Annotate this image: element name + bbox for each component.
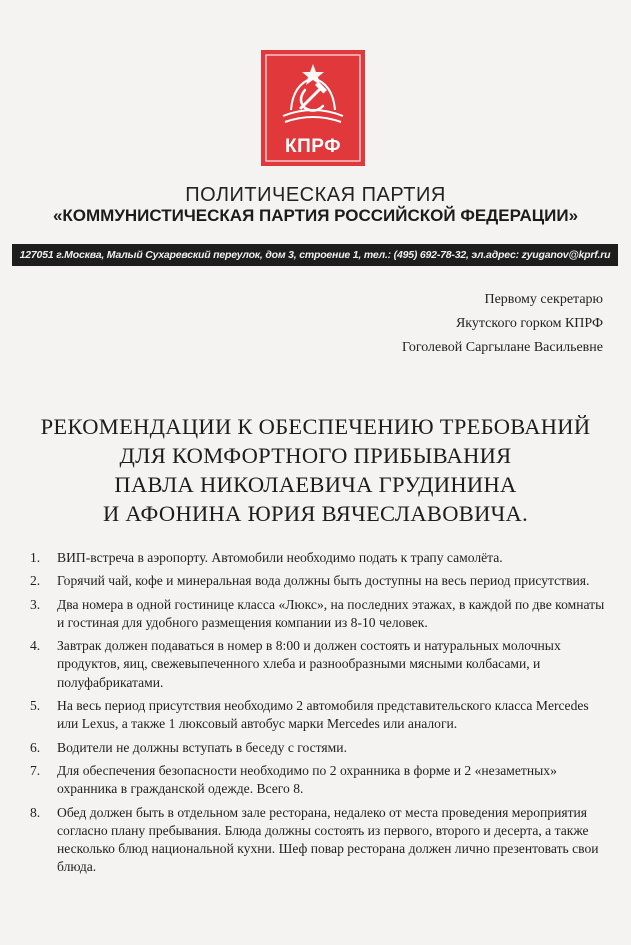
item-number: 5. xyxy=(30,698,41,714)
title-line: РЕКОМЕНДАЦИИ К ОБЕСПЕЧЕНИЮ ТРЕБОВАНИЙ xyxy=(40,414,591,439)
list-item xyxy=(26,804,612,877)
title-line: И АФОНИНА ЮРИЯ ВЯЧЕСЛАВОВИЧА. xyxy=(102,501,529,526)
item-text: Завтрак должен подаваться в номер в 8:00 и должен состоять и натуральных молочных продуктов, яиц, свежевыпеченного хлеба и разнообразными мясными колбасами, и полуфабрикатами. xyxy=(57,638,561,690)
party-name-heading: «КОММУНИСТИЧЕСКАЯ ПАРТИЯ РОССИЙСКОЙ ФЕДЕРАЦИИ» xyxy=(52,206,579,225)
logo-text: КПРФ xyxy=(285,136,341,157)
address-text: 127051 г.Москва, Малый Сухаревский переулок, дом 3, строение 1, тел.: (495) 692-78-32, эл.адрес: zyuganov@kprf.ru xyxy=(19,249,611,261)
item-text: Горячий чай, кофе и минеральная вода должны быть доступны на весь период присутствия. xyxy=(57,573,590,589)
item-number: 7. xyxy=(30,762,41,778)
item-number: 8. xyxy=(30,804,41,820)
item-text: Обед должен быть в отдельном зале ресторана, недалеко от места проведения мероприятия согласно плану пребывания. Блюда должны состоять из первого, второго и десерта, а также несколько блюд национальной кухни. Шеф повар ресторана должен лично презентовать свои блюда. xyxy=(57,804,599,875)
addressee-block xyxy=(402,288,603,360)
item-text: Водители не должны вступать в беседу с гостями. xyxy=(57,739,347,755)
party-logo xyxy=(261,50,365,166)
addressee-line: Якутского горком КПРФ xyxy=(455,316,603,331)
list-item xyxy=(26,739,612,757)
item-number: 2. xyxy=(30,573,41,589)
title-line: ПАВЛА НИКОЛАЕВИЧА ГРУДИНИНА xyxy=(114,472,517,497)
list-item xyxy=(26,697,612,734)
item-text: На весь период присутствия необходимо 2 автомобиля представительского класса Mercedes или Lexus, а также 1 люксовый автобус марки Mercedes или аналоги. xyxy=(57,698,589,732)
title-line: ДЛЯ КОМФОРТНОГО ПРИБЫВАНИЯ xyxy=(119,443,512,468)
party-type-heading: ПОЛИТИЧЕСКАЯ ПАРТИЯ xyxy=(185,184,446,206)
list-item xyxy=(26,549,612,567)
list-item xyxy=(26,596,612,633)
item-number: 4. xyxy=(30,638,41,654)
addressee-line: Первому секретарю xyxy=(484,292,603,307)
list-item xyxy=(26,637,612,692)
item-text: ВИП-встреча в аэропорту. Автомобили необходимо подать к трапу самолёта. xyxy=(57,550,503,565)
item-text: Два номера в одной гостинице класса «Люкс», на последних этажах, в каждой по две комнаты и гостиная для удобного размещения компании из 8-10 человек. xyxy=(57,596,605,630)
addressee-line: Гоголевой Саргылане Васильевне xyxy=(401,340,603,355)
address-bar xyxy=(12,244,618,266)
item-text: Для обеспечения безопасности необходимо по 2 охранника в форме и 2 «незаметных» охранника в гражданской одежде. Всего 8. xyxy=(57,762,557,797)
requirements-list xyxy=(26,549,612,882)
document-title xyxy=(0,412,631,528)
item-number: 6. xyxy=(30,739,41,755)
item-number: 3. xyxy=(30,596,41,612)
list-item xyxy=(26,572,612,590)
list-item xyxy=(26,762,612,799)
item-number: 1. xyxy=(30,550,41,565)
